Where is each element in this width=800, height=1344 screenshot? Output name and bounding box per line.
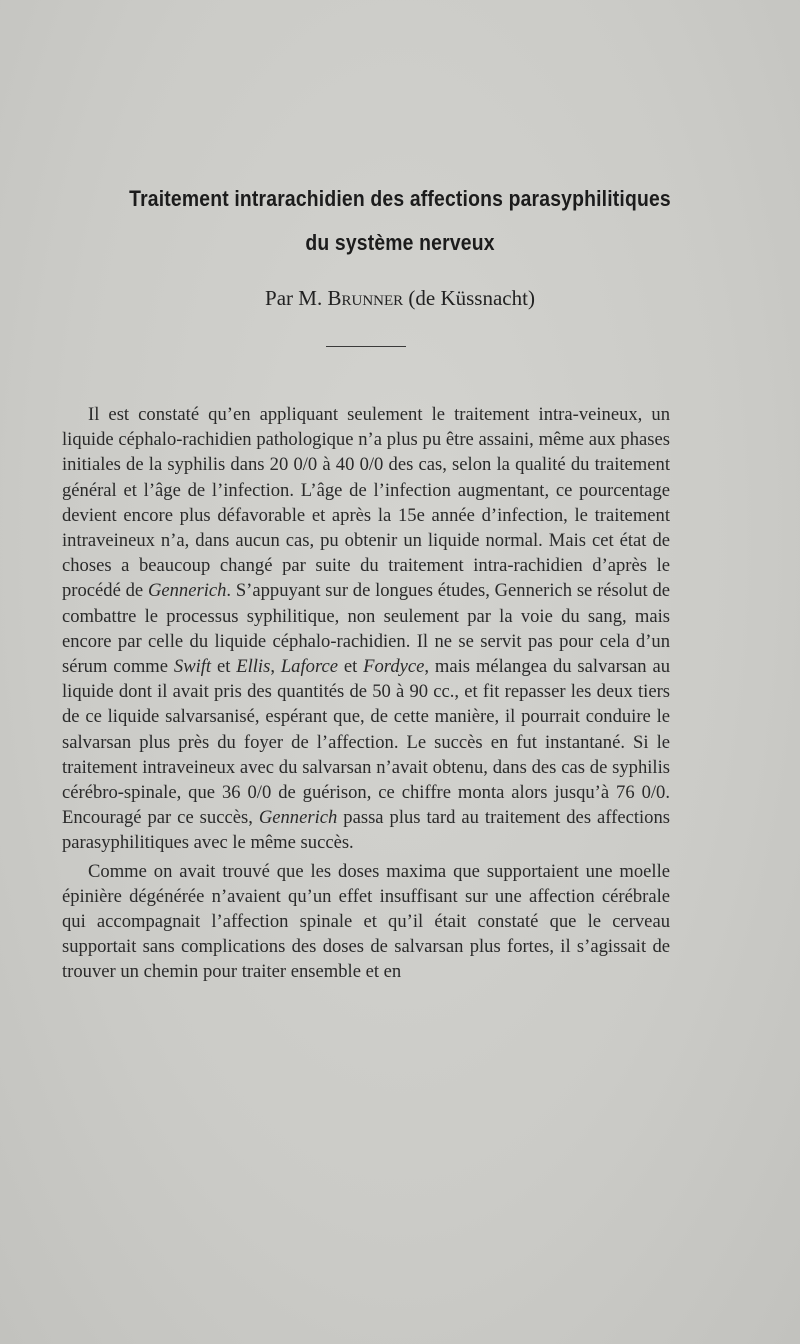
paragraph: [62, 402, 670, 856]
italic-name: Ellis: [236, 656, 271, 678]
byline-prefix: Par M.: [265, 286, 328, 310]
byline: [40, 286, 760, 311]
italic-name: Fordyce: [363, 656, 425, 678]
byline-affiliation: (de Küssnacht): [403, 286, 535, 310]
text-segment: et: [211, 656, 237, 678]
text-segment: Comme on avait trouvé que les doses maxima que supportaient une moelle épinière dégénérée n’avaient qu’un effet insuffisant sur une affection cérébrale qui accompagnait l’affection spinale et qu’il était constaté que le cerveau supportait sans complications des doses de salvarsan plus fortes, il s’agissait de trouver un chemin pour traiter ensemble et en: [62, 860, 670, 983]
article-body: [62, 402, 670, 985]
italic-name: Gennerich: [258, 807, 338, 829]
title-line-1: Traitement intrarachidien des affections parasyphilitiques: [129, 186, 671, 211]
text-segment: , mais mélangea du salvarsan au liquide dont il avait pris des quantités de 50 à 90 cc., et fit repasser les deux tiers de ce liquide salvarsanisé, espérant que, de cette manière, il pourrait conduire le salvarsan plus près du foyer de l’affection. Le succès en fut instantané. Si le traitement intraveineux avec du salvarsan n’avait obtenu, dans des cas de syphilis cérébro-spinale, que 36 0/0 de guérison, ce chiffre monta alors jusqu’à 76 0/0. Encouragé par ce succès,: [62, 656, 671, 829]
text-segment: . S’appuyant sur de longues études, Gennerich se résolut de combattre le processus syphilitique, non seulement par la voie du sang, mais encore par celle du liquide céphalo-rachidien. Il ne se servit pas pour cela d’un sérum comme: [62, 580, 671, 678]
text-segment: Il est constaté qu’en appliquant seulement le traitement intra-veineux, un liquide céphalo-rachidien pathologique n’a plus pu être assaini, même aux phases initiales de la syphilis dans 20 0/0 à 40 0/0 des cas, selon la qualité du traitement général et l’âge de l’infection. L’âge de l’infection augmentant, ce pourcentage devient encore plus défavorable et après la 15e année d’infection, le traitement intraveineux n’a, dans aucun cas, pu obtenir un liquide normal. Mais cet état de choses a beaucoup changé par suite du traitement intra-rachidien d’après le procédé de: [62, 404, 670, 602]
italic-name: Laforce: [280, 656, 338, 678]
author-name: Brunner: [327, 286, 404, 310]
italic-name: Swift: [173, 656, 212, 678]
title-line-2: du système nerveux: [305, 230, 495, 255]
text-segment: passa plus tard au traitement des affections parasyphilitiques avec le même succès.: [62, 807, 670, 854]
italic-name: Gennerich: [147, 580, 227, 602]
separator-rule: [326, 346, 406, 347]
text-segment: ,: [270, 656, 281, 678]
paragraph: [62, 859, 670, 985]
text-segment: et: [338, 656, 364, 678]
